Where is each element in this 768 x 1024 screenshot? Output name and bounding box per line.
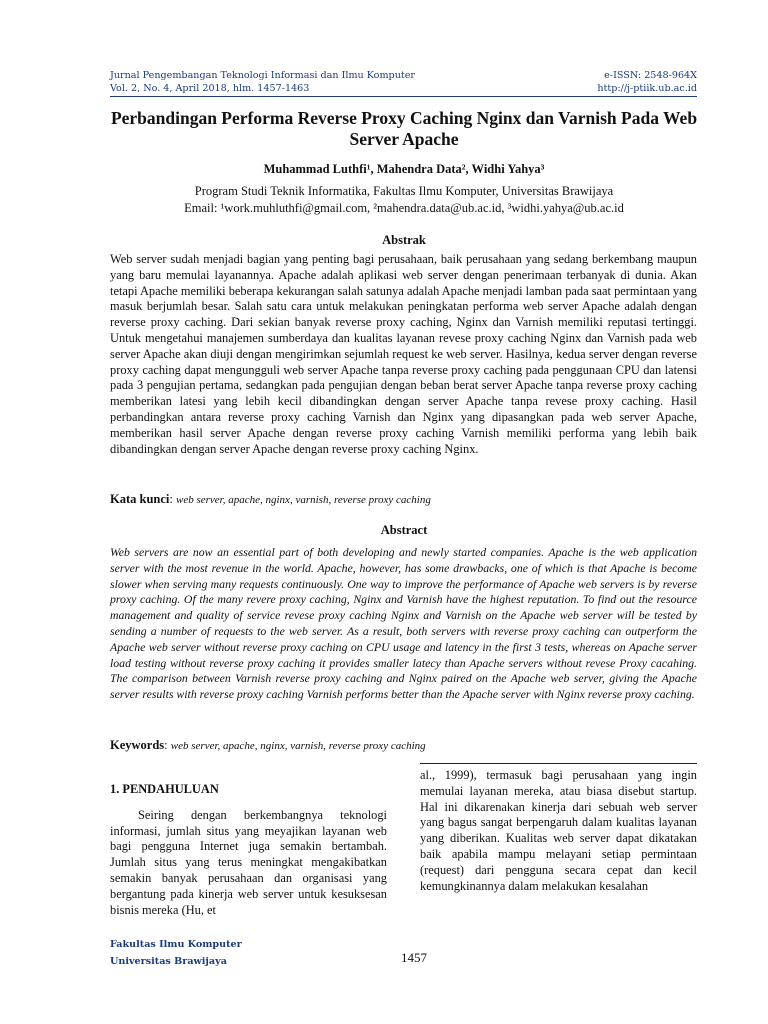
page-number: 1457 (401, 950, 427, 965)
kata-kunci-values: web server, apache, nginx, varnish, reverse proxy caching (176, 494, 431, 506)
abstrak-heading: Abstrak (382, 233, 426, 247)
intro-left-column (110, 782, 387, 918)
intro-right-column (420, 768, 697, 894)
affiliation-block (100, 183, 708, 217)
intro-paragraph-right: al., 1999), termasuk bagi perusahaan yang ingin memulai layanan mereka, atau biasa disebut startup. Hal ini dikarenakan kinerja dari sebuah web server yang bagus sangat berpengaruh dalam kualitas layanan yang diberikan. Kualitas web server dapat dikatakan baik apabila mampu melayani setiap permintaan (request) dari pengguna secara cepat dan kecil kemungkinannya dalam melakukan kesalahan (420, 768, 697, 893)
intro-heading: 1. PENDAHULUAN (110, 782, 219, 796)
affiliation: Program Studi Teknik Informatika, Fakultas Ilmu Komputer, Universitas Brawijaya (194, 184, 614, 198)
intro-paragraph-left: Seiring dengan berkembangnya teknologi informasi, jumlah situs yang meyajikan layanan web bagi pengguna Internet juga semakin bertambah. Jumlah situs yang terus meningkat mengakibatkan semakin banyak perusahaan dan organisasi yang bergantung pada kinerja web server untuk kesuksesan bisnis mereka (Hu, et (110, 807, 387, 917)
journal-name: Jurnal Pengembangan Teknologi Informasi dan Ilmu Komputer (110, 70, 415, 81)
footer-university: Universitas Brawijaya (110, 956, 227, 967)
footer-faculty: Fakultas Ilmu Komputer (110, 939, 242, 950)
volume-info: Vol. 2, No. 4, April 2018, hlm. 1457-1463 (110, 83, 310, 94)
kata-kunci: Kata kunci: web server, apache, nginx, varnish, reverse proxy caching (110, 492, 431, 506)
author-emails: Email: ¹work.muhluthfi@gmail.com, ²mahendra.data@ub.ac.id, ³widhi.yahya@ub.ac.id (184, 201, 624, 215)
header-divider (110, 96, 697, 97)
keywords-values: web server, apache, nginx, varnish, reverse proxy caching (170, 740, 426, 752)
page-footer (110, 936, 242, 970)
kata-kunci-label: Kata kunci (110, 492, 170, 506)
keywords-label: Keywords (110, 738, 165, 752)
journal-url[interactable]: http://j-ptiik.ub.ac.id (597, 83, 697, 94)
journal-header (110, 69, 697, 95)
paper-title: Perbandingan Performa Reverse Proxy Caching Nginx dan Varnish Pada Web Server Apache (110, 108, 698, 149)
column-divider (420, 763, 697, 764)
issn: e-ISSN: 2548-964X (604, 70, 697, 81)
abstract-heading: Abstract (380, 523, 428, 537)
author-list: Muhammad Luthfi¹, Mahendra Data², Widhi Yahya³ (263, 162, 545, 176)
abstract-body: Web servers are now an essential part of both developing and newly started companies. Apache is the web application server with the most revenue in the world. Apache, however, has some drawbacks, one of which is that Apache is become slower when serving many requests continuously. One way to improve the performance of Apache web servers is by reverse proxy caching. Of the many revere proxy caching, Nginx and Varnish have the highest reputation. To find out the resource management and quality of service revese proxy caching Nginx and Varnish on the Apache web server will be tested by sending a number of requests to the web server. As a result, both servers with reverse proxy caching can outperform the Apache web server without reverse proxy caching on CPU usage and latency in the first 3 tests, whereas on Apache server load testing without reverse proxy caching it provides smaller latecy than Apache servers without revese Proxy cacahing. The comparison between Varnish reverse proxy caching and Nginx paired on the Apache web server, giving the Apache server results with reverse proxy caching Varnish performs better than the Apache server with Nginx reverse proxy caching. (110, 545, 697, 702)
keywords: Keywords: web server, apache, nginx, varnish, reverse proxy caching (110, 738, 426, 752)
abstrak-body: Web server sudah menjadi bagian yang penting bagi perusahaan, baik perusahaan yang sedang berkembang maupun yang baru memulai layanannya. Apache adalah aplikasi web server dengan penerimaan terbanyak di dunia. Akan tetapi Apache memiliki beberapa kekurangan salah satunya adalah Apache menjadi lamban pada saat permintaan yang masuk berjumlah besar. Salah satu cara untuk melakukan peningkatan performa web server Apache adalah dengan reverse proxy caching. Dari sekian banyak reverse proxy caching, Nginx dan Varnish memiliki reputasi tertinggi. Untuk mengetahui manajemen sumberdaya dan kualitas layanan revese proxy caching Nginx dan Varnish pada web server Apache akan diuji dengan mengirimkan sejumlah request ke web server. Hasilnya, kedua server dengan reverse proxy caching dapat mengungguli web server Apache tanpa reverse proxy caching pada penggunaan CPU dan latensi pada 3 pengujian pertama, sedangkan pada pengujian dengan beban berat server Apache tanpa reverse proxy caching memberikan latesi yang lebih kecil dibandingkan dengan server Apache tanpa revese proxy caching. Hasil perbandingkan antara reverse proxy caching Varnish dan Nginx yang dipasangkan pada web server Apache, memberikan hasil server Apache dengan reverse proxy caching Varnish memiliki performa yang lebih baik dibandingkan dengan server Apache dengan reverse proxy caching Nginx. (110, 252, 697, 456)
